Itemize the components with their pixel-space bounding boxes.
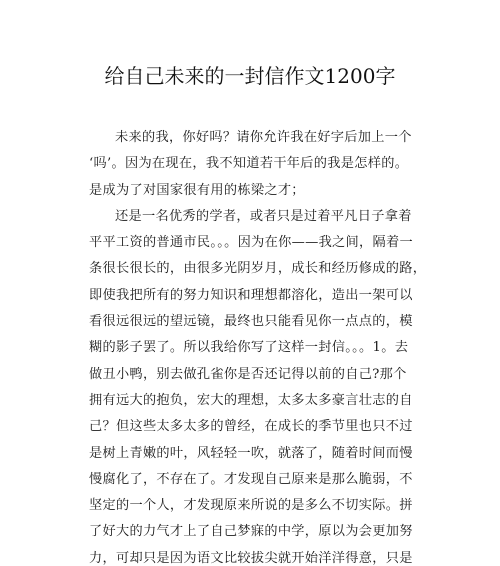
body-line: 未来的我，你好吗？请你允许我在好字后加上一个 [115, 130, 412, 145]
body-line: 力，可却只是因为语文比较拔尖就开始洋洋得意，只是 [89, 550, 413, 566]
body-line: 慢腐化了，不存在了。才发现自己原来是那么脆弱，不 [89, 471, 413, 487]
document-title: 给自己未来的一封信作文1200字 [104, 64, 396, 88]
body-line: 坚定的一个人，才发现原来所说的是多么不切实际。拼 [89, 498, 413, 514]
body-line: 做丑小鸭，别去做孔雀你是否还记得以前的自己?那个 [89, 366, 407, 382]
body-line: 是树上青嫩的叶，风轻轻一吹，就落了，随着时间而慢 [89, 445, 413, 461]
body-line: 平平工资的普通市民。。。因为在你——我之间，隔着一 [89, 235, 413, 251]
document-body [89, 125, 429, 566]
body-line: 条很长很长的，由很多光阴岁月，成长和经历修成的路， [89, 261, 427, 277]
body-line: 还是一名优秀的学者，或者只是过着平凡日子拿着 [115, 208, 412, 224]
body-line: 看很远很远的望远镜，最终也只能看见你一点点的，模 [89, 314, 413, 330]
body-line: 己？但这些太多太多的曾经，在成长的季节里也只不过 [89, 419, 413, 435]
body-line: 是成为了对国家很有用的栋梁之才； [89, 182, 305, 198]
body-line: 即使我把所有的努力知识和理想都溶化，造出一架可以 [89, 287, 413, 303]
body-line: 糊的影子罢了。所以我给你写了这样一封信。。。1。去 [89, 340, 409, 356]
body-line: 拥有远大的抱负，宏大的理想，太多太多豪言壮志的自 [89, 392, 413, 408]
body-line: ‘吗’。因为在现在，我不知道若干年后的我是怎样的。 [89, 156, 409, 172]
body-line: 了好大的力气才上了自己梦寐的中学，原以为会更加努 [89, 524, 413, 540]
